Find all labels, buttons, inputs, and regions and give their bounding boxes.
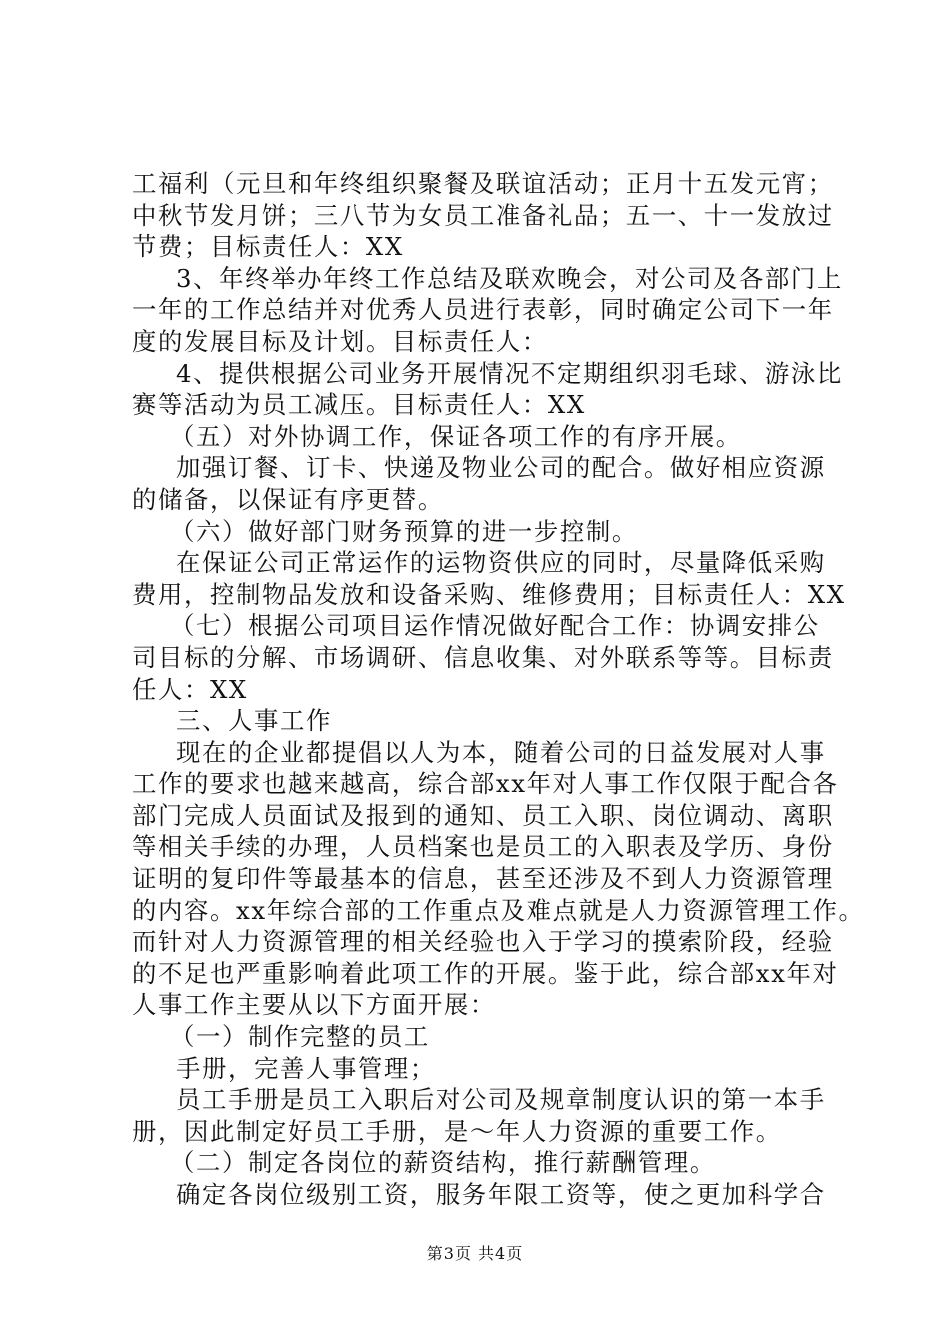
text-line: 费用，控制物品发放和设备采购、维修费用；目标责任人：XX — [132, 579, 846, 609]
text-line: 司目标的分解、市场调研、信息收集、对外联系等等。目标责 — [132, 642, 834, 672]
text-line: 3、年终举办年终工作总结及联欢晚会，对公司及各部门上 — [176, 263, 843, 293]
text-line: 一年的工作总结并对优秀人员进行表彰，同时确定公司下一年 — [132, 295, 834, 325]
text-line: （五）对外协调工作，保证各项工作的有序开展。 — [170, 421, 742, 451]
text-line: 赛等活动为员工减压。目标责任人：XX — [132, 390, 586, 420]
text-line: 的内容。xx年综合部的工作重点及难点就是人力资源管理工作。 — [132, 895, 865, 925]
document-body — [132, 168, 865, 1211]
text-line: （七）根据公司项目运作情况做好配合工作：协调安排公 — [170, 611, 820, 641]
text-line: 加强订餐、订卡、快递及物业公司的配合。做好相应资源 — [176, 453, 826, 483]
text-line: 证明的复印件等最基本的信息，甚至还涉及不到人力资源管理 — [132, 864, 834, 894]
text-line: 的不足也严重影响着此项工作的开展。鉴于此，综合部xx年对 — [132, 958, 839, 988]
text-line: 任人：XX — [132, 674, 248, 704]
text-line: （一）制作完整的员工 — [170, 1022, 430, 1052]
page-footer: 第3页 共4页 — [426, 1244, 524, 1263]
text-line: 工作的要求也越来越高，综合部xx年对人事工作仅限于配合各 — [132, 769, 839, 799]
text-line: 的储备，以保证有序更替。 — [132, 484, 444, 514]
text-line: 节费；目标责任人：XX — [132, 232, 404, 262]
text-line: 员工手册是员工入职后对公司及规章制度认识的第一本手 — [176, 1085, 826, 1115]
text-line: 人事工作主要从以下方面开展： — [132, 990, 496, 1020]
text-line: 现在的企业都提倡以人为本，随着公司的日益发展对人事 — [176, 737, 826, 767]
text-line: 而针对人力资源管理的相关经验也入于学习的摸索阶段，经验 — [132, 927, 834, 957]
text-line: 部门完成人员面试及报到的通知、员工入职、岗位调动、离职 — [132, 800, 834, 830]
text-line: （六）做好部门财务预算的进一步控制。 — [170, 516, 638, 546]
text-line: 三、人事工作 — [176, 706, 332, 736]
text-line: 工福利（元旦和年终组织聚餐及联谊活动；正月十五发元宵； — [132, 169, 834, 198]
text-line: 4、提供根据公司业务开展情况不定期组织羽毛球、游泳比 — [176, 358, 843, 388]
text-line: 在保证公司正常运作的运物资供应的同时，尽量降低采购 — [176, 548, 826, 578]
text-line: 确定各岗位级别工资，服务年限工资等，使之更加科学合 — [176, 1180, 826, 1209]
text-line: 册，因此制定好员工手册，是～年人力资源的重要工作。 — [132, 1116, 782, 1146]
text-line: 中秋节发月饼；三八节为女员工准备礼品；五一、十一发放过 — [132, 200, 834, 230]
text-line: 手册，完善人事管理； — [176, 1053, 436, 1083]
text-line: 等相关手续的办理，人员档案也是员工的入职表及学历、身份 — [132, 832, 834, 862]
text-line: （二）制定各岗位的薪资结构，推行薪酬管理。 — [170, 1148, 716, 1178]
text-line: 度的发展目标及计划。目标责任人： — [132, 326, 548, 356]
